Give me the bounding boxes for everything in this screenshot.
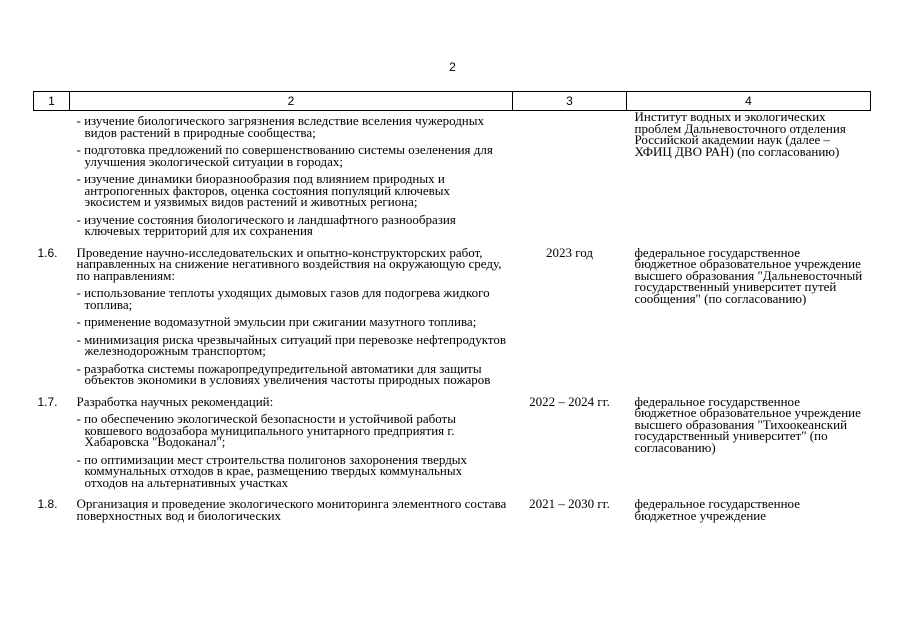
column-header-description: 2 xyxy=(70,92,513,111)
row-item: - применение водомазутной эмульсии при сжигании мазутного топлива; xyxy=(76,314,477,329)
row-term: 2022 – 2024 гг. xyxy=(529,393,610,409)
row-item: - по оптимизации мест строительства полигонов захоронения твердых коммунальных отходов в крае, размещению твердых коммунальных отходов на альтернативных участках xyxy=(76,451,468,490)
row-title: Разработка научных рекомендаций: xyxy=(76,393,274,409)
row-number xyxy=(34,111,70,243)
row-title: Проведение научно-исследовательских и опытно-конструкторских работ, направленных на снижение негативного воздействия на окружающую среду, по направлениям: xyxy=(76,244,502,283)
row-title: Организация и проведение экологического мониторинга элементного состава поверхностных вод и биологических xyxy=(76,496,507,523)
column-header-term: 3 xyxy=(513,92,627,111)
table-row-continuation xyxy=(34,111,871,243)
row-item: - изучение динамики биоразнообразия под влиянием природных и антропогенных факторов, оценка состояния популяций ключевых экосистем и уязвимых видов растений и животных региона; xyxy=(76,171,451,209)
row-description xyxy=(70,392,513,495)
row-item: - изучение состояния биологического и ландшафтного разнообразия ключевых территорий для их сохранения xyxy=(76,211,456,238)
row-executor: федеральное государственное бюджетное учреждение xyxy=(634,496,800,523)
row-item: - использование теплоты уходящих дымовых газов для подогрева жидкого топлива; xyxy=(76,285,490,312)
row-term xyxy=(513,111,627,243)
row-item: - по обеспечению экологической безопасности и устойчивой работы ковшевого водозабора муниципального унитарного предприятия г. Хабаровска "Водоканал"; xyxy=(76,411,456,449)
row-description xyxy=(70,243,513,392)
row-executor: Институт водных и экологических проблем Дальневосточного отделения Российской академии наук (далее – ХФИЦ ДВО РАН) (по согласованию) xyxy=(634,109,846,159)
row-term: 2023 год xyxy=(546,244,593,260)
row-description xyxy=(70,494,513,527)
column-header-number: 1 xyxy=(34,92,70,111)
table-row xyxy=(34,392,871,495)
row-executor: федеральное государственное бюджетное образовательное учреждение высшего образования "Дальневосточный государственный университет путей сообщения" (по согласованию) xyxy=(634,244,863,306)
row-number: 1.7. xyxy=(37,394,58,409)
table-header-row xyxy=(34,92,871,111)
column-header-executor: 4 xyxy=(627,92,871,111)
row-executor: федеральное государственное бюджетное образовательное учреждение высшего образования "Тихоокеанский государственный университет" (по согласованию) xyxy=(634,393,861,455)
page-number: 2 xyxy=(449,60,456,74)
row-term: 2021 – 2030 гг. xyxy=(529,496,610,511)
table-row xyxy=(34,494,871,527)
row-item: - минимизация риска чрезвычайных ситуаций при перевозке нефтепродуктов железнодорожным транспортом; xyxy=(76,331,507,358)
row-number: 1.8. xyxy=(37,497,58,511)
row-number: 1.6. xyxy=(37,245,58,260)
table-row xyxy=(34,243,871,392)
row-item: - разработка системы пожаропредупредительной автоматики для защиты объектов экономики в условиях увеличения частоты природных пожаров xyxy=(76,360,491,387)
row-item: - изучение биологического загрязнения вследствие вселения чужеродных видов растений в природные сообщества; xyxy=(76,113,484,140)
row-description xyxy=(70,111,513,243)
plan-table xyxy=(33,91,871,527)
row-item: - подготовка предложений по совершенствованию системы озеленения для улучшения экологической ситуации в городах; xyxy=(76,142,493,169)
